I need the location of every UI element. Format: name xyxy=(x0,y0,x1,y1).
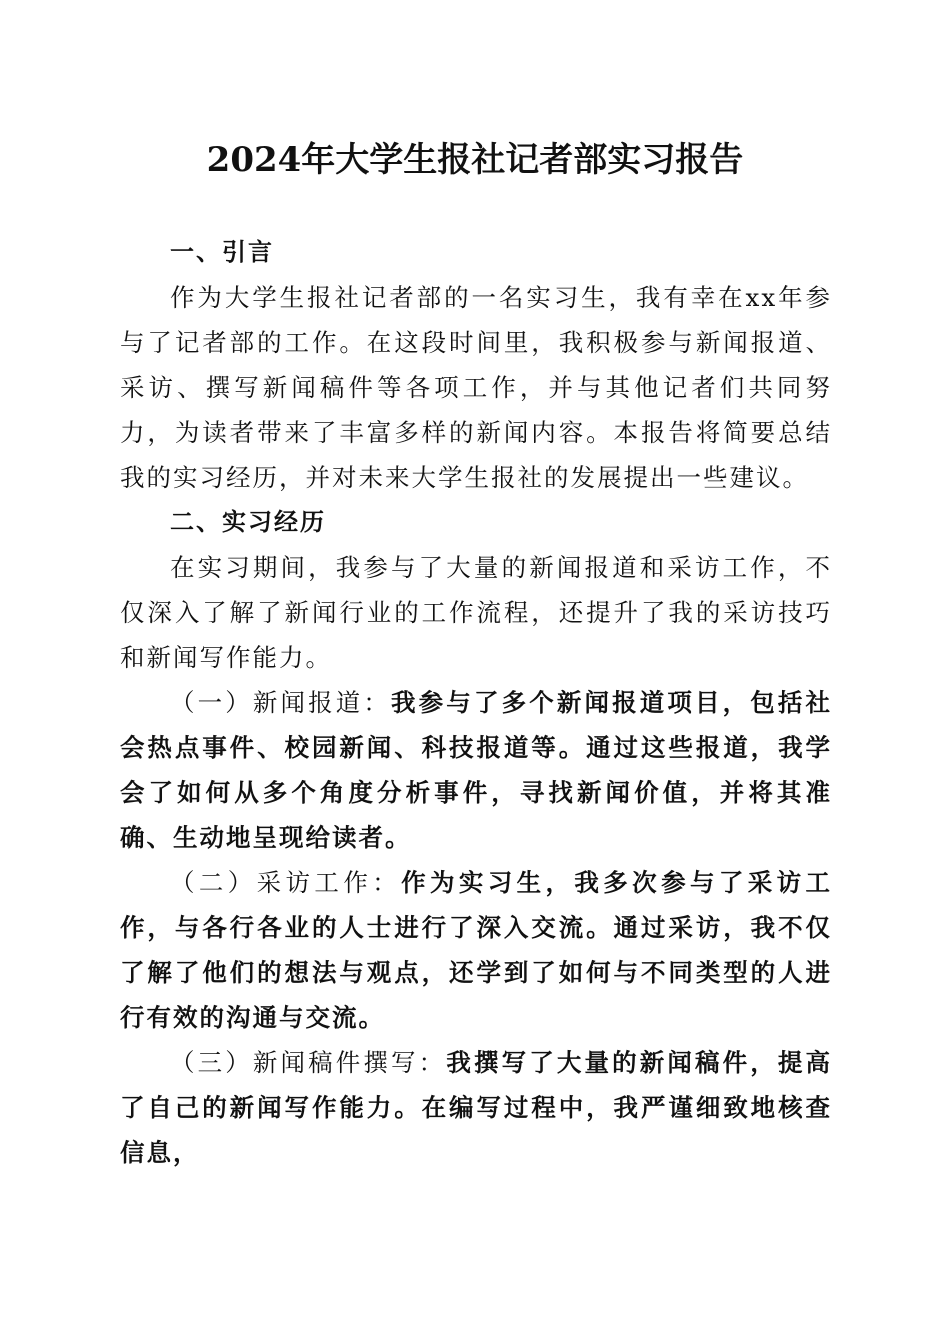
subsection-interview-work-text: 作为实习生，我多次参与了采访工作，与各行各业的人士进行了深入交流。通过采访，我不仅了解了他们的想法与观点，还学到了如何与不同类型的人进行有效的沟通与交流。 xyxy=(120,868,833,1032)
document-title: 2024年大学生报社记者部实习报告 xyxy=(206,140,744,180)
paragraph-introduction: 作为大学生报社记者部的一名实习生，我有幸在xx年参与了记者部的工作。在这段时间里，我积极参与新闻报道、采访、撰写新闻稿件等各项工作，并与其他记者们共同努力，为读者带来了丰富多样的新闻内容。本报告将简要总结我的实习经历，并对未来大学生报社的发展提出一些建议。 xyxy=(120,283,832,492)
document-body xyxy=(120,230,832,1175)
subsection-news-writing xyxy=(120,1040,832,1175)
subsection-news-writing-lead: （三）新闻稿件撰写： xyxy=(170,1048,447,1077)
subsection-interview-work xyxy=(120,860,832,1040)
subsection-news-reporting xyxy=(120,680,832,860)
subsection-news-reporting-text: 我参与了多个新闻报道项目，包括社会热点事件、校园新闻、科技报道等。通过这些报道，我学会了如何从多个角度分析事件，寻找新闻价值，并将其准确、生动地呈现给读者。 xyxy=(120,688,833,852)
subsection-news-writing-text: 我撰写了大量的新闻稿件，提高了自己的新闻写作能力。在编写过程中，我严谨细致地核查信息， xyxy=(120,1048,833,1167)
subsection-news-reporting-lead: （一）新闻报道： xyxy=(170,688,392,717)
paragraph-experience-overview: 在实习期间，我参与了大量的新闻报道和采访工作，不仅深入了解了新闻行业的工作流程，还提升了我的采访技巧和新闻写作能力。 xyxy=(120,553,832,672)
subsection-interview-work-lead: （二）采访工作： xyxy=(170,868,402,897)
section-heading-introduction: 一、引言 xyxy=(170,238,274,266)
section-heading-experience: 二、实习经历 xyxy=(170,508,326,536)
